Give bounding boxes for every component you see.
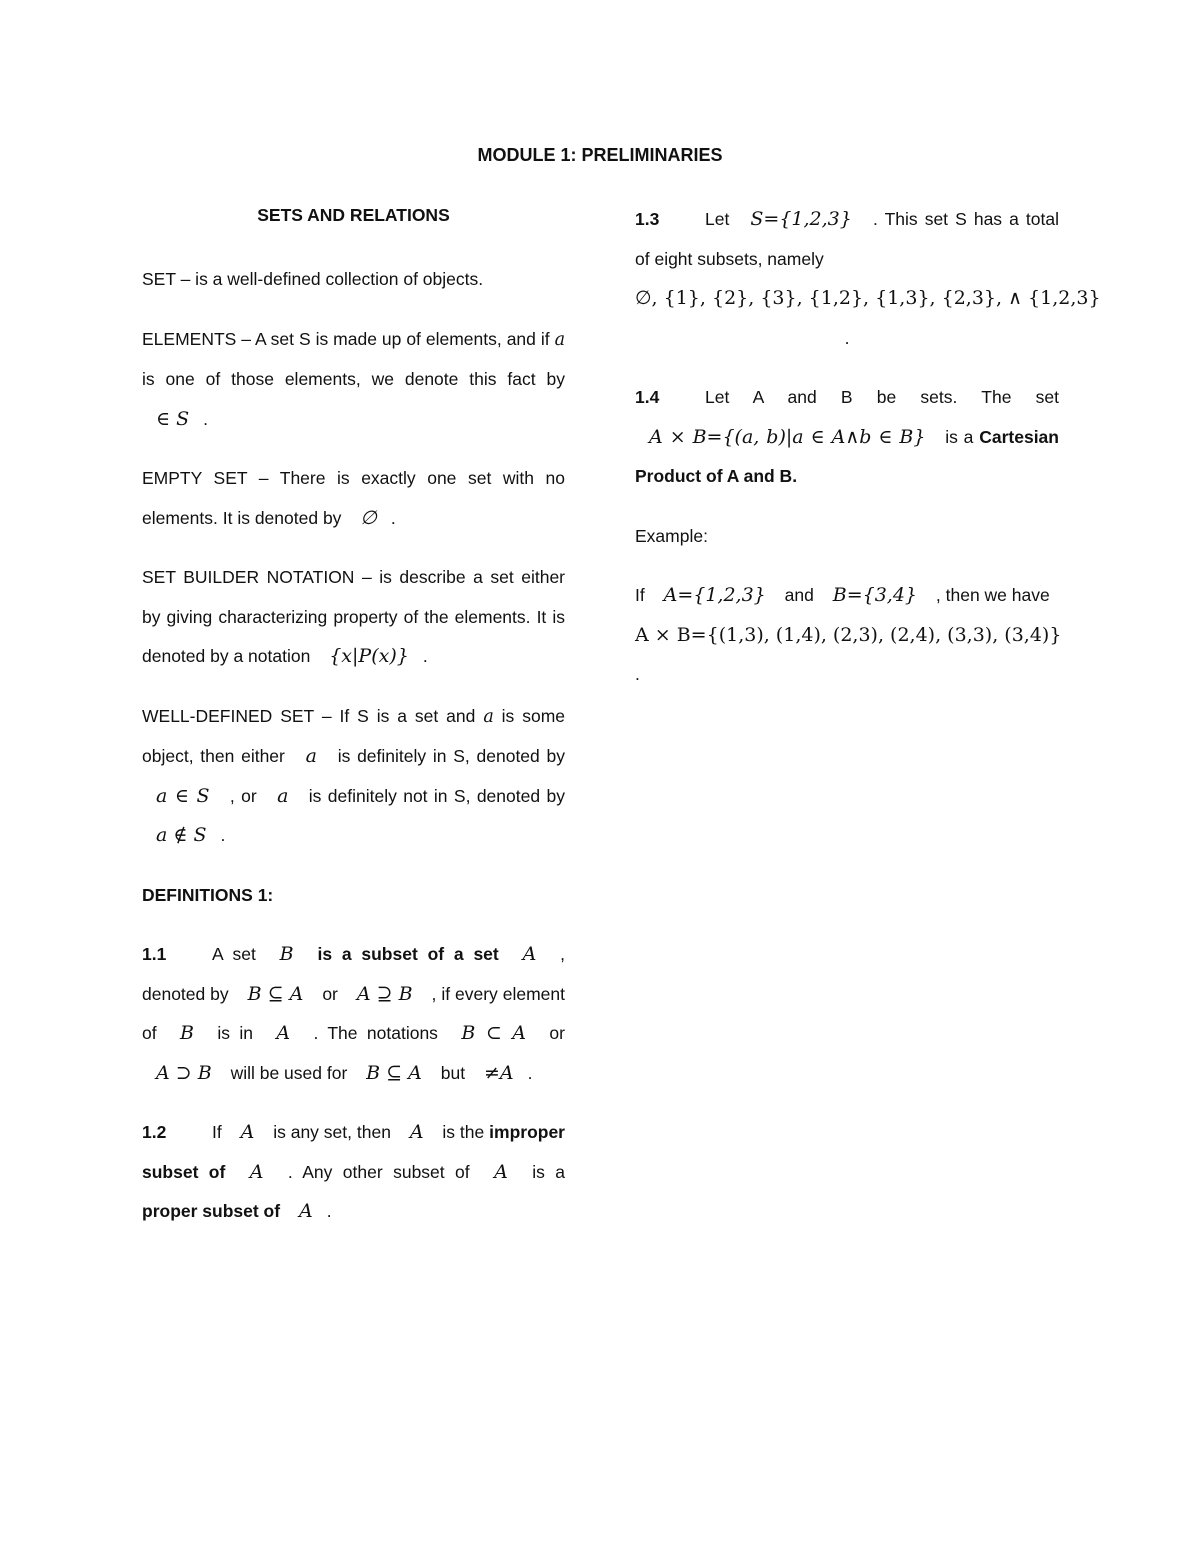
empty-set-definition: [142, 459, 565, 538]
d11-math-3: B ⊆ A: [247, 982, 304, 1005]
d11-text-1: A set: [212, 944, 256, 964]
d14-text-1: Let A and B be sets. The set: [705, 387, 1059, 407]
wd-math-4: a ∉ S: [156, 824, 207, 846]
d11-end: .: [527, 1062, 533, 1083]
d11-math-10: ≠A: [483, 1061, 514, 1084]
d11-text-6: . The notations: [313, 1023, 438, 1043]
def-number: 1.3: [635, 209, 660, 229]
well-defined-set-definition: [142, 697, 565, 856]
d11-math-4: A ⊇ B: [356, 982, 413, 1005]
empty-set-symbol: ∅: [360, 506, 377, 529]
elements-end: .: [203, 408, 208, 429]
left-column: [142, 200, 565, 1252]
d12-math-5: A: [298, 1200, 313, 1222]
d11-text-5: is in: [217, 1023, 253, 1043]
d11-math-1: B: [279, 943, 294, 965]
ex-math-1: A={1,2,3}: [663, 584, 766, 606]
wd-text-2: is some object, then either: [142, 705, 566, 766]
d12-text-2: is any set, then: [273, 1122, 391, 1142]
ex-end: .: [635, 664, 640, 684]
def-number: 1.1: [142, 944, 167, 964]
d11-math-5: B: [179, 1022, 194, 1044]
wd-var: a: [483, 706, 494, 727]
ex-text-3: , then we have: [935, 585, 1050, 605]
wd-math-3: a: [277, 784, 289, 807]
d12-math-3: A: [249, 1160, 264, 1183]
d11-text-8: will be used for: [230, 1062, 348, 1083]
def-number: 1.4: [635, 387, 660, 407]
definition-1-3: [635, 200, 1059, 279]
d12-text-3: is the: [442, 1122, 485, 1142]
d13-text-2: . This set S has a total of eight subsets, namely: [635, 209, 1059, 269]
d11-math-8: A ⊃ B: [156, 1061, 212, 1084]
d12-bold-1: improper subset of: [142, 1122, 565, 1182]
d12-text-4: . Any other subset of: [287, 1161, 470, 1182]
elements-math: ∈ S: [156, 407, 190, 430]
ex-text-1: If: [635, 585, 645, 605]
set-builder-definition: [142, 558, 565, 677]
d12-math-4: A: [494, 1160, 508, 1183]
d13-text-1: Let: [705, 209, 730, 229]
elements-text-1: – A set S is made up of elements, and if: [236, 328, 555, 349]
d14-math-1: A × B={(a, b)|a ∈ A∧b ∈ B}: [649, 425, 926, 448]
d12-text-5: is a: [532, 1161, 566, 1182]
def-number: 1.2: [142, 1122, 167, 1142]
elements-var: a: [554, 329, 565, 350]
d12-math-1: A: [240, 1121, 255, 1143]
d11-text-2: , denoted by: [142, 944, 565, 1004]
definitions-heading: DEFINITIONS 1:: [142, 884, 274, 905]
d12-end: .: [326, 1201, 332, 1221]
page-title: MODULE 1: PRELIMINARIES: [477, 145, 723, 165]
d11-math-6: A: [276, 1022, 291, 1044]
d13-math-2: ∅, {1}, {2}, {3}, {1,2}, {1,3}, {2,3}, ∧ {1,2,3}: [635, 287, 1101, 309]
d13-math-1: S={1,2,3}: [750, 208, 852, 230]
ex-math-2: B={3,4}: [832, 584, 918, 606]
d11-bold-1: is a subset of a set: [317, 944, 499, 964]
wd-end: .: [220, 825, 226, 845]
elements-definition: [142, 320, 565, 440]
d14-text-3: of A and B.: [706, 466, 798, 486]
d12-text-1: If: [212, 1122, 222, 1142]
example-body: [635, 576, 1062, 695]
definition-1-4: [635, 378, 1059, 497]
ex-math-3: A × B={(1,3), (1,4), (2,3), (2,4), (3,3), (3,4)}: [635, 623, 1062, 646]
wd-text-4: , or: [229, 785, 257, 806]
wd-math-1: a: [305, 745, 317, 767]
section-heading: SETS AND RELATIONS: [257, 205, 450, 225]
wd-text-1: WELL-DEFINED SET – If S is a set and: [142, 705, 484, 726]
wd-text-5: is definitely not in S, denoted by: [308, 785, 565, 806]
wd-text-3: is definitely in S, denoted by: [337, 746, 565, 766]
d11-math-9: B ⊆ A: [366, 1061, 422, 1084]
builder-end: .: [422, 646, 428, 666]
d14-text-2: is a: [945, 426, 974, 447]
definition-1-2: [142, 1113, 565, 1232]
builder-math: {x|P(x)}: [329, 645, 409, 667]
d13-end: .: [844, 327, 850, 348]
set-definition: SET – is a well-defined collection of objects.: [142, 269, 484, 289]
elements-term: ELEMENTS: [142, 328, 237, 349]
d11-math-7: B ⊂ A: [461, 1022, 527, 1044]
d11-text-9: but: [440, 1062, 466, 1083]
d11-text-7: or: [549, 1023, 565, 1043]
d11-math-2: A: [522, 943, 537, 965]
wd-math-2: a ∈ S: [156, 784, 210, 807]
d11-text-3: or: [322, 983, 338, 1004]
definition-1-1: [142, 935, 565, 1093]
d14-bold-1: Cartesian Product: [635, 426, 1059, 486]
empty-end: .: [390, 507, 396, 528]
builder-text: SET BUILDER NOTATION – is describe a set either by giving characterizing property of the elements. It is denoted by a notation: [142, 567, 565, 666]
empty-text: EMPTY SET – There is exactly one set with no elements. It is denoted by: [142, 468, 565, 528]
d12-math-2: A: [409, 1121, 424, 1143]
d12-bold-2: proper subset of: [142, 1201, 281, 1221]
elements-text-2: is one of those elements, we denote this fact by: [142, 369, 565, 389]
d11-text-4: , if every element of: [142, 983, 565, 1043]
example-label: Example:: [635, 525, 708, 546]
d13-subsets-line: [635, 279, 1101, 358]
ex-text-2: and: [784, 585, 814, 605]
right-column: [635, 200, 1101, 715]
